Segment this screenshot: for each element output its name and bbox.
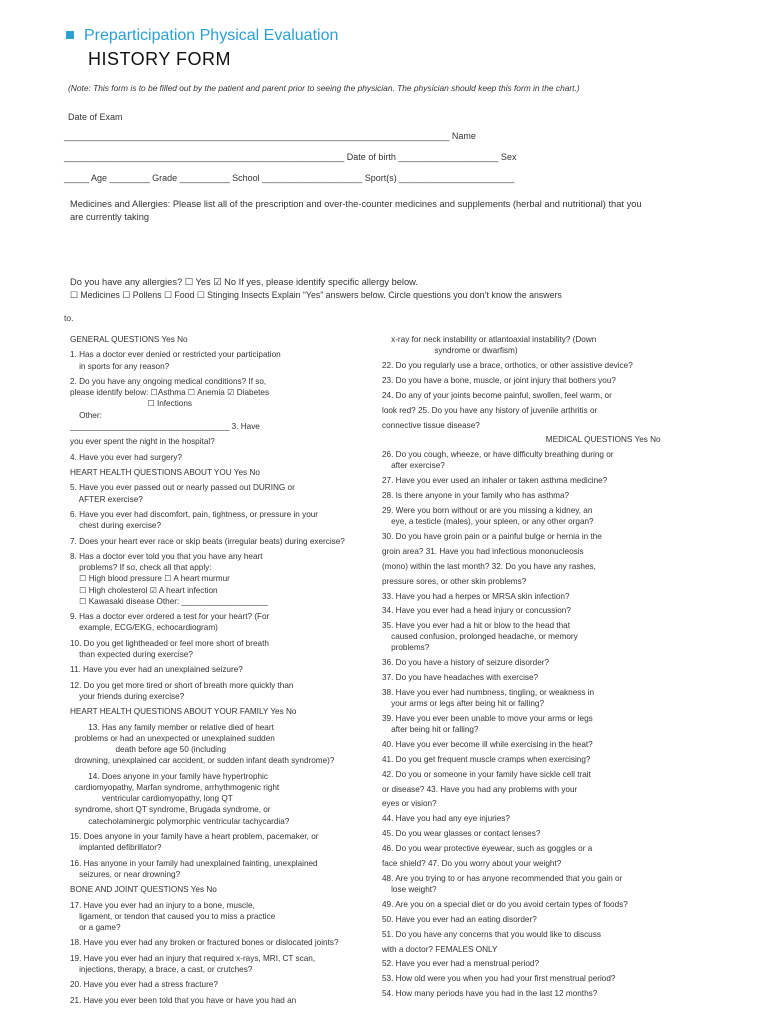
question-line: after being hit or falling? [382,724,479,734]
question-line: 1. Has a doctor ever denied or restricted your participation [70,350,281,360]
question-item[interactable] [382,958,539,969]
question-item[interactable] [70,858,318,880]
question-line: 22. Do you regularly use a brace, orthotics, or other assistive device? [382,360,633,370]
question-line: problems? [382,643,430,653]
question-line: 16. Has anyone in your family had unexplained fainting, unexplained [70,858,318,868]
question-line: lose weight? [382,884,437,894]
question-line: HEART HEALTH QUESTIONS ABOUT YOU Yes No [70,468,260,477]
question-item[interactable] [70,664,243,675]
question-item[interactable] [382,546,584,557]
allergies-section [70,276,720,302]
question-line: HEART HEALTH QUESTIONS ABOUT YOUR FAMILY Yes No [70,707,297,717]
question-line: look red? 25. Do you have any history of juvenile arthritis or [382,405,598,415]
question-line: drowning, unexplained car accident, or sudden infant death syndrome)? [70,756,335,766]
question-line: 30. Do you have groin pain or a painful bulge or hernia in the [382,531,602,541]
question-line: 41. Do you get frequent muscle cramps when exercising? [382,754,591,764]
question-item[interactable] [70,482,295,504]
question-item[interactable] [382,858,561,869]
question-item[interactable] [382,434,661,445]
question-line: 53. How old were you when you had your first menstrual period? [382,974,616,984]
question-line: ventricular cardiomyopathy, long QT [70,794,233,804]
question-item[interactable] [70,376,269,432]
question-item[interactable] [382,375,616,386]
question-line: your arms or legs after being hit or falling? [382,699,545,708]
question-line: 17. Have you ever had an injury to a bone, muscle, [70,900,255,910]
question-line: AFTER exercise? [70,494,143,504]
question-item[interactable] [382,929,601,940]
question-item[interactable] [382,973,615,984]
question-item[interactable] [382,360,633,371]
question-item[interactable] [70,467,260,478]
question-line: with a doctor? FEMALES ONLY [382,944,498,954]
question-line: 49. Are you on a special diet or do you avoid certain types of foods? [382,899,628,909]
question-item[interactable] [70,452,182,463]
question-item[interactable] [70,611,269,633]
question-line: 27. Have you ever used an inhaler or taken asthma medicine? [382,476,608,486]
question-line: catecholaminergic polymorphic ventricular tachycardia? [70,816,290,826]
allergies-to: to. [64,313,74,323]
medicines-allergies-section [70,198,710,224]
question-line: 45. Do you wear glasses or contact lenses? [382,829,541,839]
question-item[interactable] [382,605,571,616]
question-line: ☐ High cholesterol ☑ A heart infection [70,585,218,595]
brand-square-icon [66,31,74,39]
question-line: chest during exercise? [70,521,162,531]
question-line: GENERAL QUESTIONS Yes No [70,335,188,344]
question-line: 50. Have you ever had an eating disorder? [382,914,537,924]
question-line: 37. Do you have headaches with exercise? [382,673,539,683]
question-line: 48. Are you trying to or has anyone recommended that you gain or [382,873,623,883]
form-note: (Note: This form is to be filled out by the patient and parent prior to seeing the physician. The physician should keep this form in the chart.) [68,83,580,93]
question-line: ☐ Infections [70,399,193,409]
question-item[interactable] [382,713,593,735]
question-line: injections, therapy, a brace, a cast, or crutches? [70,965,253,974]
question-line: 23. Do you have a bone, muscle, or joint injury that bothers you? [382,375,616,385]
question-item[interactable] [382,591,570,602]
question-item[interactable] [382,490,569,501]
question-item[interactable] [70,771,289,827]
question-line: 2. Do you have any ongoing medical conditions? If so, [70,377,267,386]
question-line: please identify below: ☐Asthma ☐ Anemia ☑ Diabetes [70,388,270,398]
question-item[interactable] [382,813,510,824]
question-item[interactable] [382,561,596,572]
question-line: 40. Have you ever become ill while exercising in the heat? [382,739,593,749]
question-item[interactable] [382,687,594,709]
question-item[interactable] [382,754,590,765]
question-line: problems or had an unexpected or unexplained sudden [70,734,275,743]
question-item[interactable] [382,576,526,587]
question-line: in sports for any reason? [70,361,170,371]
question-item[interactable] [382,739,593,750]
form-title: Preparticipation Physical Evaluation [84,27,339,44]
question-line: ligament, or tendon that caused you to miss a practice [70,911,276,921]
question-item[interactable] [382,620,578,653]
question-line: Other: [70,410,102,420]
question-item[interactable] [70,536,345,547]
question-line: syndrome or dwarfism) [382,346,518,355]
question-line: 14. Does anyone in your family have hypertrophic [70,771,268,781]
allergies-options[interactable]: ☐ Medicines ☐ Pollens ☐ Food ☐ Stinging Insects Explain “Yes” answers below. Circle questions you don’t know the answers [70,290,562,300]
date-of-exam-field[interactable]: Date of Exam [68,112,123,122]
question-item[interactable] [70,349,281,371]
question-line: or a game? [70,923,121,932]
question-item[interactable] [70,953,315,975]
question-item[interactable] [382,672,538,683]
question-item[interactable] [70,722,334,767]
question-line: 12. Do you get more tired or short of breath more quickly than [70,680,294,690]
question-item[interactable] [70,995,296,1006]
question-item[interactable] [382,475,607,486]
question-line: 18. Have you ever had any broken or fractured bones or dislocated joints? [70,938,339,948]
question-line: caused confusion, prolonged headache, or memory [382,632,578,642]
question-item[interactable] [70,334,188,345]
question-item[interactable] [382,899,628,910]
question-line: 8. Has a doctor ever told you that you have any heart [70,552,263,561]
question-line: 10. Do you get lightheaded or feel more short of breath [70,638,269,648]
question-line: example, ECG/EKG, echocardiogram) [70,623,218,633]
question-line: cardiomyopathy, Marfan syndrome, arrhythmogenic right [70,783,280,792]
question-item[interactable] [70,706,296,717]
form-subtitle: HISTORY FORM [88,49,232,69]
question-line: groin area? 31. Have you had infectious mononucleosis [382,546,584,556]
question-line: 19. Have you ever had an injury that required x-rays, MRI, CT scan, [70,953,316,963]
question-line: ☐ High blood pressure ☐ A heart murmur [70,574,230,584]
question-line: or disease? 43. Have you had any problems with your [382,784,578,794]
question-line: (mono) within the last month? 32. Do you have any rashes, [382,561,596,571]
question-item[interactable] [382,405,597,416]
age-grade-school-sport-field[interactable]: _____ Age ________ Grade __________ School ____________________ Sport(s) _______________________ [64,173,515,183]
question-line: than expected during exercise? [70,650,193,659]
question-line: 13. Has any family member or relative died of heart [70,722,274,732]
question-line: face shield? 47. Do you worry about your weight? [382,859,562,868]
question-item[interactable] [382,531,602,542]
question-line: 54. How many periods have you had in the last 12 months? [382,989,598,999]
question-line: 4. Have you ever had surgery? [70,452,182,462]
question-item[interactable] [382,334,596,356]
question-line: MEDICAL QUESTIONS Yes No [382,435,661,445]
question-item[interactable] [382,828,540,839]
question-line: connective tissue disease? [382,420,480,430]
question-line: 35. Have you ever had a hit or blow to the head that [382,621,570,631]
question-line: 24. Do any of your joints become painful, swollen, feel warm, or [382,390,612,400]
question-line: ☐ Kawasaki disease Other: ___________________ [70,596,269,606]
question-line: eyes or vision? [382,799,437,809]
question-line: 6. Have you ever had discomfort, pain, tightness, or pressure in your [70,510,319,519]
question-line: pressure sores, or other skin problems? [382,576,527,586]
question-item[interactable] [70,509,318,531]
question-line: 36. Do you have a history of seizure disorder? [382,658,550,668]
question-item[interactable] [382,873,622,895]
question-line: 15. Does anyone in your family have a heart problem, pacemaker, or [70,832,319,841]
question-line: x-ray for neck instability or atlantoaxial instability? (Down [382,335,597,344]
question-line: implanted defibrillator? [70,843,162,853]
name-field[interactable]: _____________________________________________________________________________ Name [64,131,476,141]
question-line: 42. Do you or someone in your family have sickle cell trait [382,769,591,779]
question-item[interactable] [382,914,537,925]
question-item[interactable] [70,900,275,934]
question-line: 21. Have you ever been told that you have or have you had an [70,995,297,1005]
question-item[interactable] [382,798,437,809]
question-line: 38. Have you ever had numbness, tingling, or weakness in [382,688,595,697]
question-item[interactable] [70,436,215,447]
question-line: 9. Has a doctor ever ordered a test for your heart? (For [70,612,270,622]
question-line: 5. Have you ever passed out or nearly passed out DURING or [70,483,295,493]
question-item[interactable] [382,657,549,668]
question-line: 46. Do you wear protective eyewear, such as goggles or a [382,844,593,854]
question-line: 28. Is there anyone in your family who has asthma? [382,491,570,501]
question-item[interactable] [70,551,268,607]
question-item[interactable] [382,843,592,854]
question-item[interactable] [70,884,217,895]
question-line: death before age 50 (including [70,745,227,755]
question-line: BONE AND JOINT QUESTIONS Yes No [70,885,217,895]
question-line: 29. Were you born without or are you missing a kidney, an [382,506,593,515]
allergies-question[interactable]: Do you have any allergies? ☐ Yes ☑ No If yes, please identify specific allergy below. [70,277,418,287]
question-line: your friends during exercise? [70,692,185,701]
question-item[interactable] [70,937,339,948]
question-line: you ever spent the night in the hospital? [70,437,215,447]
question-item[interactable] [382,420,480,431]
question-item[interactable] [382,988,597,999]
question-line: 20. Have you ever had a stress fracture? [70,980,218,990]
question-line: eye, a testicle (males), your spleen, or any other organ? [382,517,594,526]
question-line: after exercise? [382,461,445,471]
question-line: seizures, or near drowning? [70,869,181,879]
question-item[interactable] [70,680,293,702]
question-line: 52. Have you ever had a menstrual period? [382,959,540,969]
question-item[interactable] [70,638,269,660]
question-line: 51. Do you have any concerns that you would like to discuss [382,929,601,939]
question-item[interactable] [382,390,612,401]
date-of-birth-sex-field[interactable]: ________________________________________________________ Date of birth ____________________ Sex [64,152,517,162]
question-line: 33. Have you had a herpes or MRSA skin infection? [382,591,570,601]
question-item[interactable] [382,505,594,527]
question-line: 7. Does your heart ever race or skip beats (irregular beats) during exercise? [70,536,345,546]
question-item[interactable] [70,831,319,853]
question-item[interactable] [70,979,218,990]
question-line: problems? If so, check all that apply: [70,563,212,573]
medicines-line-1: Medicines and Allergies: Please list all of the prescription and over-the-counter medicines and supplements (herbal and nutritional) that you [70,199,642,209]
question-item[interactable] [382,449,614,471]
question-line: 39. Have you ever been unable to move your arms or legs [382,713,593,723]
medicines-line-2: are currently taking [70,212,150,222]
question-line: ___________________________________ 3. Have [70,421,260,431]
question-line: syndrome, short QT syndrome, Brugada syndrome, or [70,805,271,815]
question-item[interactable] [382,784,577,795]
question-line: 26. Do you cough, wheeze, or have difficulty breathing during or [382,450,614,460]
question-item[interactable] [382,769,591,780]
question-item[interactable] [382,944,497,955]
question-line: 34. Have you ever had a head injury or concussion? [382,606,571,616]
question-line: 44. Have you had any eye injuries? [382,814,510,824]
question-line: 11. Have you ever had an unexplained seizure? [70,665,243,675]
